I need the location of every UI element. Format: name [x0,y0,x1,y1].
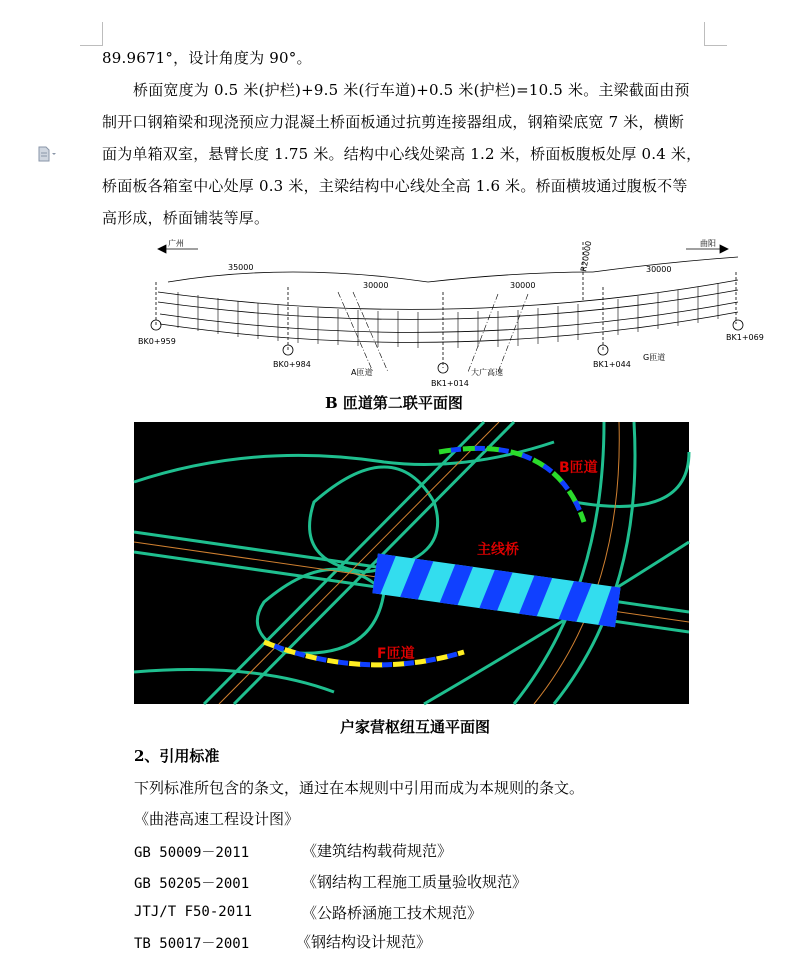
paragraph-angle [102,42,706,74]
standard-title: 《公路桥涵施工技术规范》 [302,904,483,922]
figure2-caption: 户家营枢纽互通平面图 [340,718,491,736]
ramp-plan-drawing [138,232,764,392]
standard-title: 《钢结构工程施工质量验收规范》 [302,873,528,891]
direction-label-left: 广州 [168,239,184,248]
section-heading: 2、引用标准 [134,747,220,765]
dimension-label: 30000 [510,281,536,290]
dimension-label: 35000 [228,263,254,272]
standard-code: GB 50009－2011 [134,845,250,861]
station-label: BK1+044 [593,360,631,369]
design-doc-reference: 《曲港高速工程设计图》 [134,810,300,828]
interchange-plan-drawing [134,422,689,704]
direction-label-right: 曲阳 [700,239,716,248]
f-ramp-label: F匝道 [377,646,415,662]
standard-code: JTJ/T F50-2011 [134,904,253,920]
text-line: 桥面板各箱室中心处厚 0.3 米，主梁结构中心线处全高 1.6 米。桥面横坡通过腹板不等 [102,177,688,195]
road-label: G匝道 [643,353,666,362]
station-label: BK1+069 [726,333,764,342]
paragraph-deck-description [102,74,706,234]
text-line: 桥面宽度为 0.5 米(护栏)+9.5 米(行车道)+0.5 米(护栏)=10.5 米。主梁截面由预 [133,81,690,99]
b-ramp-label: B匝道 [559,460,598,476]
figure1-caption: B 匝道第二联平面图 [325,394,463,412]
section-intro: 下列标准所包含的条文，通过在本规则中引用而成为本规则的条文。 [134,779,585,797]
text-line: 制开口钢箱梁和现浇预应力混凝土桥面板通过抗剪连接器组成，钢箱梁底宽 7 米，横断 [102,113,685,131]
page-corner-mark-top-left [80,22,103,46]
standard-title: 《建筑结构载荷规范》 [302,842,453,860]
road-label: A匝道 [351,368,373,377]
standard-title: 《钢结构设计规范》 [296,933,432,951]
station-label: BK1+014 [431,379,469,388]
road-label: 大广高速 [471,368,503,377]
main-bridge-label: 主线桥 [477,542,519,558]
radius-label: R20000 [579,240,594,273]
text-line: 高形成，桥面铺装等厚。 [102,209,270,227]
document-icon[interactable] [36,146,56,162]
page-corner-mark-top-right [704,22,727,46]
standard-code: TB 50017－2001 [134,936,250,952]
dimension-label: 30000 [646,265,672,274]
text-line: 面为单箱双室，悬臂长度 1.75 米。结构中心线处梁高 1.2 米，桥面板腹板处厚 0.4 米， [102,145,702,163]
station-label: BK0+959 [138,337,176,346]
text-line: 89.9671°，设计角度为 90°。 [102,49,312,67]
station-label: BK0+984 [273,360,311,369]
dimension-label: 30000 [363,281,389,290]
standard-code: GB 50205－2001 [134,876,250,892]
